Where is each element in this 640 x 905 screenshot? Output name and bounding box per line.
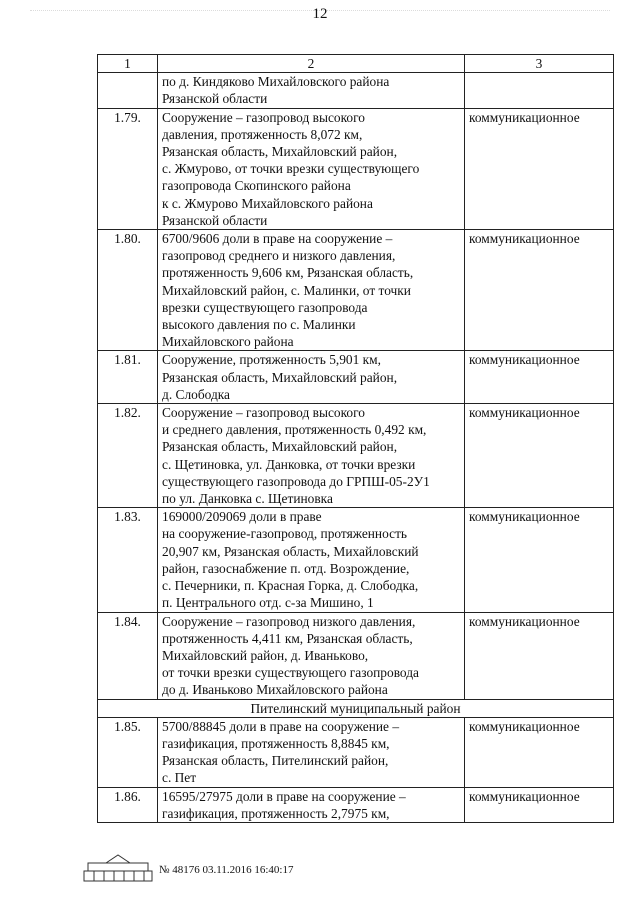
table-row (98, 230, 614, 351)
table-row (98, 717, 614, 787)
description-line: Михайловского района (162, 334, 294, 350)
description-line: Рязанская область, Михайловский район, (162, 144, 398, 160)
table-row (98, 612, 614, 699)
description-line: Сооружение – газопровод высокого (162, 405, 365, 421)
item-number: 1.82. (98, 404, 158, 508)
description-line: Сооружение – газопровод низкого давления, (162, 613, 416, 629)
item-type: коммуникационное (465, 108, 614, 229)
item-number: 1.86. (98, 787, 158, 822)
description-line: врезки существующего газопровода (162, 299, 368, 315)
description-line: Рязанская область, Михайловский район, (162, 369, 398, 385)
description-line: протяженность 4,411 км, Рязанская область, (162, 630, 413, 646)
description-line: Рязанской области (162, 91, 268, 107)
item-number: 1.80. (98, 230, 158, 351)
item-number: 1.83. (98, 508, 158, 612)
item-description (158, 351, 465, 404)
continuation-row (98, 73, 614, 108)
item-type: коммуникационное (465, 351, 614, 404)
item-description (158, 717, 465, 787)
description-line: с. Щетиновка, ул. Данковка, от точки врезки (162, 456, 416, 472)
description-line: Михайловский район, д. Иваньково, (162, 647, 369, 663)
description-line: к с. Жмурово Михайловского района (162, 195, 373, 211)
continuation-type (465, 73, 614, 108)
item-type: коммуникационное (465, 717, 614, 787)
description-line: высокого давления по с. Малинки (162, 317, 356, 333)
continuation-num (98, 73, 158, 108)
item-type: коммуникационное (465, 508, 614, 612)
description-line: на сооружение-газопровод, протяженность (162, 526, 408, 542)
column-header-3: 3 (465, 55, 614, 73)
description-line: 169000/209069 доли в праве (162, 509, 322, 525)
item-description (158, 108, 465, 229)
description-line: 16595/27975 доли в праве на сооружение – (162, 788, 406, 804)
property-table (97, 54, 614, 823)
item-description (158, 508, 465, 612)
item-number: 1.85. (98, 717, 158, 787)
item-description (158, 404, 465, 508)
description-line: Рязанской области (162, 212, 268, 228)
region-header-row (98, 699, 614, 717)
description-line: по д. Киндяково Михайловского района (162, 74, 390, 90)
description-line: газификация, протяженность 8,8845 км, (162, 735, 390, 751)
description-line: Сооружение – газопровод высокого (162, 109, 365, 125)
region-header: Пителинский муниципальный район (98, 699, 614, 717)
description-line: от точки врезки существующего газопровода (162, 665, 419, 681)
description-line: Рязанская область, Пителинский район, (162, 753, 389, 769)
description-line: Рязанская область, Михайловский район, (162, 439, 398, 455)
column-header-2: 2 (158, 55, 465, 73)
table-row (98, 508, 614, 612)
description-line: до д. Иваньково Михайловского района (162, 682, 388, 698)
description-line: 6700/9606 доли в праве на сооружение – (162, 231, 393, 247)
description-line: и среднего давления, протяженность 0,492 км, (162, 422, 427, 438)
footer-stamp (82, 853, 382, 883)
description-line: давления, протяженность 8,072 км, (162, 126, 363, 142)
description-line: д. Слободка (162, 386, 230, 402)
item-description (158, 787, 465, 822)
column-header-1: 1 (98, 55, 158, 73)
continuation-description (158, 73, 465, 108)
table-row (98, 351, 614, 404)
description-line: газификация, протяженность 2,7975 км, (162, 805, 390, 821)
description-line: газопровод среднего и низкого давления, (162, 248, 396, 264)
item-number: 1.79. (98, 108, 158, 229)
description-line: 20,907 км, Рязанская область, Михайловский (162, 543, 419, 559)
item-number: 1.84. (98, 612, 158, 699)
item-type: коммуникационное (465, 230, 614, 351)
item-type: коммуникационное (465, 787, 614, 822)
page-number: 12 (312, 6, 328, 22)
description-line: район, газоснабжение п. отд. Возрождение, (162, 560, 410, 576)
description-line: Сооружение, протяженность 5,901 км, (162, 352, 381, 368)
description-line: с. Печерники, п. Красная Горка, д. Слободка, (162, 578, 419, 594)
description-line: 5700/88845 доли в праве на сооружение – (162, 718, 400, 734)
table-row (98, 787, 614, 822)
table-row (98, 404, 614, 508)
description-line: п. Центрального отд. с-за Мишино, 1 (162, 595, 374, 611)
description-line: протяженность 9,606 км, Рязанская область, (162, 265, 414, 281)
item-type: коммуникационное (465, 404, 614, 508)
table-header-row (98, 55, 614, 73)
description-line: с. Жмурово, от точки врезки существующего (162, 161, 420, 177)
registration-stamp-text: № 48176 03.11.2016 16:40:17 (159, 864, 294, 876)
item-number: 1.81. (98, 351, 158, 404)
item-description (158, 612, 465, 699)
description-line: Михайловский район, с. Малинки, от точки (162, 282, 411, 298)
table-row (98, 108, 614, 229)
building-logo-icon (82, 853, 154, 883)
description-line: по ул. Данковка с. Щетиновка (162, 491, 333, 507)
description-line: газопровода Скопинского района (162, 178, 351, 194)
description-line: существующего газопровода до ГРПШ-05-2У1 (162, 473, 430, 489)
item-description (158, 230, 465, 351)
description-line: с. Пет (162, 770, 197, 786)
item-type: коммуникационное (465, 612, 614, 699)
